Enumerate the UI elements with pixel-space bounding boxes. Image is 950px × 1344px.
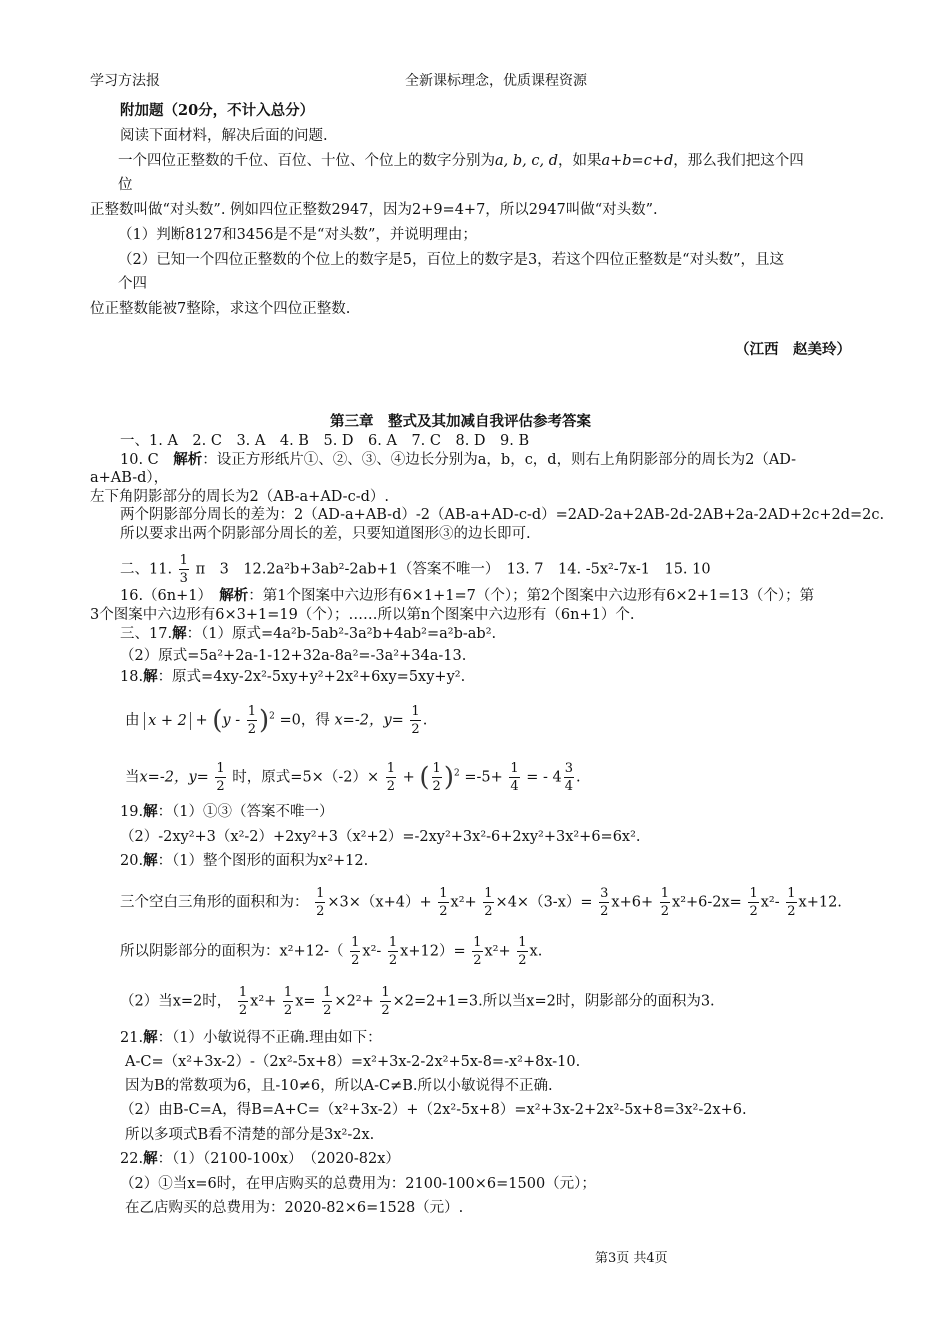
fraction-one-third: $\frac{1}{3}$ bbox=[179, 553, 188, 586]
answers-q21c: 因为B的常数项为6，且-10≠6，所以A-C≠B.所以小敏说得不正确. bbox=[125, 1078, 553, 1094]
answers-title: 第三章 整式及其加减自我评估参考答案 bbox=[330, 413, 591, 430]
answers-q21a: 21.解：（1）小敏说得不正确.理由如下： bbox=[120, 1029, 382, 1046]
bonus-line5: （1）判断8127和3456是不是“对头数”，并说明理由； bbox=[118, 227, 477, 243]
answers-q22a: 22.解：（1）（2100-100x） （2020-82x） bbox=[120, 1150, 400, 1167]
answers-q18c: 当x=-2，y= $\frac{1}{2}$ 时，原式=5×（-2）× $\frac{1}{2}$ + ( $\frac{1}{2}$ )$^2$ =-5+ $\frac{1}{4}$ = - 4 $\frac{3}{4}$ . bbox=[125, 761, 581, 794]
answers-q22c: 在乙店购买的总费用为：2020-82×6=1528（元）. bbox=[125, 1200, 464, 1216]
answers-q16a: 16.（6n+1） 解析：第1个图案中六边形有6×1+1=7（个）；第2个图案中六边形有6×2+1=13（个）；第 bbox=[120, 587, 815, 604]
answers-q10a: 10. C 解析：设正方形纸片①、②、③、④边长分别为a，b，c，d，则右上角阴影部分的周长为2（AD- bbox=[120, 451, 797, 468]
bonus-line1: 阅读下面材料，解决后面的问题. bbox=[120, 128, 328, 144]
answers-q10e: 所以要求出两个阴影部分周长的差，只要知道图形③的边长即可. bbox=[120, 526, 531, 542]
bonus-line7: 个四 bbox=[118, 276, 147, 292]
answers-q20c: 所以阴影部分的面积为：x²+12-（ $\frac{1}{2}$ x²- $\frac{1}{2}$ x+12）= $\frac{1}{2}$ x²+ $\frac{1}{2}$ x. bbox=[120, 935, 543, 968]
answers-q19a: 19.解：（1）①③（答案不唯一） bbox=[120, 803, 334, 820]
header-center: 全新课标理念，优质课程资源 bbox=[405, 73, 587, 89]
bonus-author: （江西 赵美玲） bbox=[735, 341, 851, 358]
answers-q20a: 20.解：（1）整个图形的面积为x²+12. bbox=[120, 852, 369, 869]
answers-q21b: A-C=（x²+3x-2）-（2x²-5x+8）=x²+3x-2-2x²+5x-8=-x²+8x-10. bbox=[125, 1054, 581, 1070]
answers-q10c: 左下角阴影部分的周长为2（AB-a+AD-c-d）. bbox=[90, 489, 389, 505]
page-footer: 第3页 共4页 bbox=[595, 1251, 668, 1266]
answers-q22b: （2）①当x=6时，在甲店购买的总费用为：2100-100×6=1500（元）； bbox=[120, 1176, 596, 1192]
answers-q20b: 三个空白三角形的面积和为： $\frac{1}{2}$ ×3×（x+4）+ $\frac{1}{2}$ x²+ $\frac{1}{2}$ ×4×（3-x）= $\frac{3}{2}$ x+6+ $\frac{1}{2}$ x²+6-2x= $\frac{1}{2}$ x²- $\frac{1}{2}$ x+12. bbox=[120, 886, 842, 919]
answers-q20d: （2）当x=2时， $\frac{1}{2}$ x²+ $\frac{1}{2}$ x= $\frac{1}{2}$ ×2²+ $\frac{1}{2}$ ×2=2+1=3.所以当x=2时，阴影部分的面积为3. bbox=[120, 985, 715, 1018]
answers-q21e: 所以多项式B看不清楚的部分是3x²-2x. bbox=[125, 1127, 375, 1143]
bonus-line4: 正整数叫做“对头数”. 例如四位正整数2947，因为2+9=4+7，所以2947叫做“对头数”. bbox=[90, 202, 658, 218]
bonus-title: 附加题（20分，不计入总分） bbox=[120, 102, 315, 119]
bonus-line6: （2）已知一个四位正整数的个位上的数字是5，百位上的数字是3，若这个四位正整数是“对头数”，且这 bbox=[118, 252, 784, 268]
answers-q19b: （2）-2xy²+3（x²-2）+2xy²+3（x²+2）=-2xy²+3x²-6+2xy²+3x²+6=6x². bbox=[120, 829, 641, 845]
answers-q21d: （2）由B-C=A，得B=A+C=（x²+3x-2）+（2x²-5x+8）=x²+3x-2+2x²-5x+8=3x²-2x+6. bbox=[120, 1102, 747, 1118]
bonus-line2: 一个四位正整数的千位、百位、十位、个位上的数字分别为a, b, c, d，如果a+b=c+d，那么我们把这个四 bbox=[118, 153, 804, 169]
answers-q16b: 3个图案中六边形有6×3+1=19（个）；……所以第n个图案中六边形有（6n+1）个. bbox=[90, 607, 635, 623]
answers-s2: 二、11. $\frac{1}{3}$ π 3 12.2a²b+3ab²-2ab+1（答案不唯一） 13. 7 14. -5x²-7x-1 15. 10 bbox=[120, 553, 711, 586]
answers-q10b: a+AB-d）， bbox=[90, 470, 169, 486]
answers-s1: 一、1. A 2. C 3. A 4. B 5. D 6. A 7. C 8. D 9. B bbox=[120, 433, 530, 449]
answers-q10d: 两个阴影部分周长的差为：2（AD-a+AB-d）-2（AB-a+AD-c-d）=2AD-2a+2AB-2d-2AB+2a-2AD+2c+2d=2c. bbox=[120, 507, 885, 523]
header-left: 学习方法报 bbox=[90, 73, 160, 89]
answers-q18b: 由 x + 2 + (y - $\frac{1}{2}$ )$^2$ =0，得 x=-2，y= $\frac{1}{2}$ . bbox=[125, 704, 428, 737]
answers-q18: 18.解：原式=4xy-2x²-5xy+y²+2x²+6xy=5xy+y². bbox=[120, 668, 466, 685]
bonus-line8: 位正整数能被7整除，求这个四位正整数. bbox=[90, 301, 351, 317]
bonus-line3: 位 bbox=[118, 177, 133, 193]
answers-q17b: （2）原式=5a²+2a-1-12+32a-8a²=-3a²+34a-13. bbox=[120, 648, 467, 664]
answers-q17a: 三、17.解：（1）原式=4a²b-5ab²-3a²b+4ab²=a²b-ab². bbox=[120, 625, 497, 642]
